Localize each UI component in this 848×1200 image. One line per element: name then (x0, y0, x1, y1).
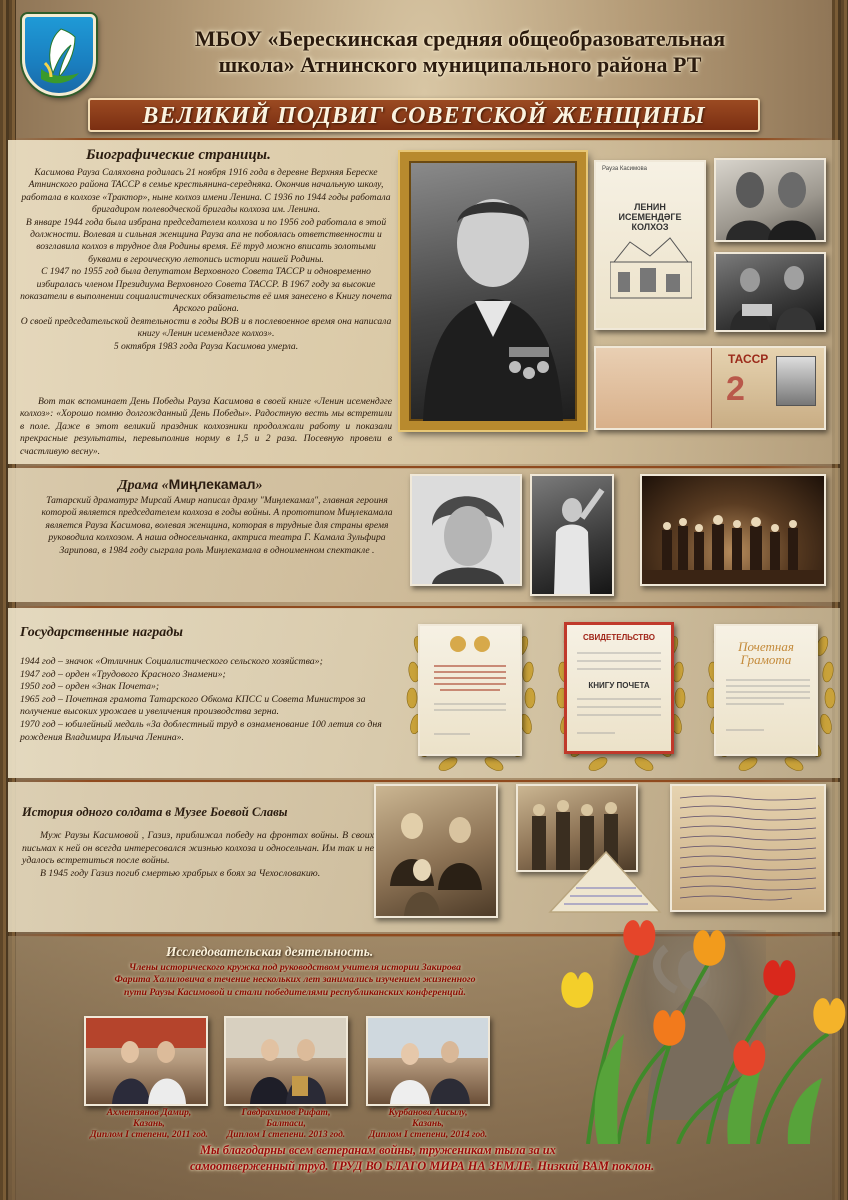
student-city: Казань, (412, 1119, 444, 1129)
award-item: 1965 год – Почетная грамота Татарского Обкома КПСС и Совета Министров за получение высоких урожаев и увеличения производства зерна. (20, 693, 366, 718)
student-city: Казань, (133, 1119, 165, 1129)
tulips-decoration-icon (528, 844, 848, 1144)
biography-paragraph: 5 октября 1983 года Рауза Касимова умерла. (113, 340, 299, 352)
award-item: 1944 год – значок «Отличник Социалистического сельского хозяйства»; (20, 656, 323, 667)
biography-paragraph: Касимова Рауза Саляховна родилась 21 ноября 1916 года в деревне Верхняя Береске Атнинского района ТАССР в семье крестьянина-середняка. Окончив начальную школу, работала в колхозе «Трактор», ныне колхоз имени Ленина. С 1936 по 1944 годы работала бригадиром полеводческой бригады колхоза им. Ленина. (21, 167, 391, 216)
certificate-photo-2 (564, 622, 674, 754)
research-title: Исследовательская деятельность. (166, 944, 374, 959)
deputy-card-photo (594, 346, 826, 430)
card-number: 2 (726, 370, 745, 408)
student-diploma: Диплом I степени, 2014 год. (368, 1130, 488, 1140)
drama-title-suffix: » (255, 478, 263, 493)
soldier-text (22, 830, 374, 880)
gratitude-footer (190, 1142, 800, 1174)
victory-day-quote (20, 396, 392, 458)
footer-line-1: Мы благодарны всем ветеранам войны, труженикам тыла за их (200, 1143, 556, 1157)
award-item: 1947 год – орден «Трудового Красного Знамени»; (20, 668, 226, 680)
soldier-paragraph: Муж Раузы Касимовой , Газиз, приближал победу на фронтах войны. В своих письмах к ней он всегда интересовался жизнью колхоза и односельчан. Им так и не удалось встретиться после войны. (22, 830, 374, 867)
book-cover-photo (594, 160, 706, 330)
student-photo-3 (366, 1016, 490, 1106)
student-caption-3 (362, 1108, 494, 1141)
school-name-line-2: школа» Атнинского муниципального района РТ (218, 52, 702, 77)
student-caption-1 (84, 1108, 214, 1141)
biography-text (20, 167, 392, 353)
poster-title: ВЕЛИКИЙ ПОДВИГ СОВЕТСКОЙ ЖЕНЩИНЫ (142, 103, 706, 129)
certificate-label: СВИДЕТЕЛЬСТВО (583, 633, 655, 642)
biography-paragraph: О своей председательской деятельности в годы ВОВ и в послевоенное время она написала книгу «Ленин исемендәге колхоз». (20, 315, 392, 340)
soldier-title: История одного солдата в Музее Боевой Славы (22, 805, 288, 819)
certificate-photo-1 (418, 624, 522, 756)
awards-list (20, 656, 396, 744)
award-item: 1970 год – юбилейный медаль «За доблестный труд в ознаменование 100 летия со дня рождения Владимира Ильича Ленина». (20, 718, 382, 743)
honor-book-label: КНИГУ ПОЧЕТА (588, 681, 650, 690)
biography-paragraph: С 1947 по 1955 год была депутатом Верховного Совета ТАССР и одновременно избиралась членом Президиума Верховного Совета ТАССР. В 1967 году за высокие показатели в выполнении социалистических обязательств её имя занесено в Книгу почета Арского района. (20, 266, 392, 315)
actress-portrait-photo (410, 474, 522, 586)
student-caption-2 (220, 1108, 352, 1141)
drama-title (118, 476, 263, 494)
drama-title-prefix: Драма « (118, 478, 169, 493)
family-photo (374, 784, 498, 918)
biography-paragraph: В январе 1944 года была избрана председателем колхоза и по 1956 год работала в этой должности. Волевая и сильная женщина Рауза апа не побоялась ответственности и возглавила колхоз в трудное для Родины время. Её труд можно вписать золотыми буквами в героическую летопись истории нашей Родины. (25, 216, 387, 265)
meeting-photo (714, 252, 826, 332)
title-banner (88, 98, 760, 132)
certificate-photo-3 (714, 624, 818, 756)
student-name: Ахметзянов Дамир, (106, 1108, 192, 1118)
award-item: 1950 год – орден «Знак Почета»; (20, 681, 160, 693)
portrait-photo (400, 152, 586, 430)
student-name: Курбанова Аисылу, (388, 1108, 468, 1118)
quote-paragraph: Вот так вспоминает День Победы Рауза Касимова в своей книге «Ленин исемендәге колхоз»: «Хорошо помню долгожданный День Победы». Радостную весть мы встретили в поле. Даже в этот великий праздник колхозники продолжали работу и показали прекрасные результаты, перевыполнив норму в 1,5 и 2 раза. Посевную провели в счастливую весну». (20, 396, 392, 457)
book-author: Рауза Касимова (602, 166, 647, 172)
student-city: Балтаси, (266, 1119, 306, 1129)
soldier-paragraph: В 1945 году Газиз погиб смертью храбрых в боях за Чехословакию. (40, 867, 321, 879)
drama-title-name: Миңлекамал (168, 476, 256, 492)
card-label: ТАССР (728, 352, 769, 366)
student-photo-1 (84, 1016, 208, 1106)
student-diploma: Диплом I степени. 2013 год. (226, 1130, 346, 1140)
drama-paragraph: Татарский драматург Мирсай Амир написал драму "Миңлекамал", главная героиня которой является председателем колхоза в годы войны. А прототипом Миңлекамала является Рауза Касимова, волевая женщина, которая в трудные для страны время руководила колхозом. А наша односельчанка, актриса театра Г. Камала Зульфира Зарипова, в 1984 году сыграла роль Миңлекамала в одноименном спектакле . (41, 495, 393, 556)
drama-text (30, 495, 404, 557)
school-name-line-1: МБОУ «Берескинская средняя общеобразовательная (194, 26, 726, 51)
couple-photo (714, 158, 826, 242)
research-text: Члены исторического кружка под руководством учителя истории Закирова Фарита Халиловича в течение нескольких лет занимались изучением жизненного пути Раузы Касимовой и стали победителями республиканских конференций. (114, 962, 476, 998)
footer-line-2: самоотверженный труд. ТРУД ВО БЛАГО МИРА НА ЗЕМЛЕ. Низкий ВАМ поклон. (190, 1159, 655, 1173)
biography-title: Биографические страницы. (86, 147, 271, 163)
awards-title: Государственные награды (20, 625, 183, 640)
student-name: Гавдрахимов Рифат, (241, 1108, 331, 1118)
honor-diploma-label: Почетная Грамота (738, 639, 794, 667)
book-title: ЛЕНИН ИСЕМЕНДӘГЕ КОЛХОЗ (618, 202, 682, 232)
student-photo-2 (224, 1016, 348, 1106)
theatre-scene-photo (640, 474, 826, 586)
actress-stage-photo (530, 474, 614, 596)
coat-of-arms-icon (22, 14, 96, 96)
student-diploma: Диплом I степени, 2011 год. (90, 1130, 208, 1140)
